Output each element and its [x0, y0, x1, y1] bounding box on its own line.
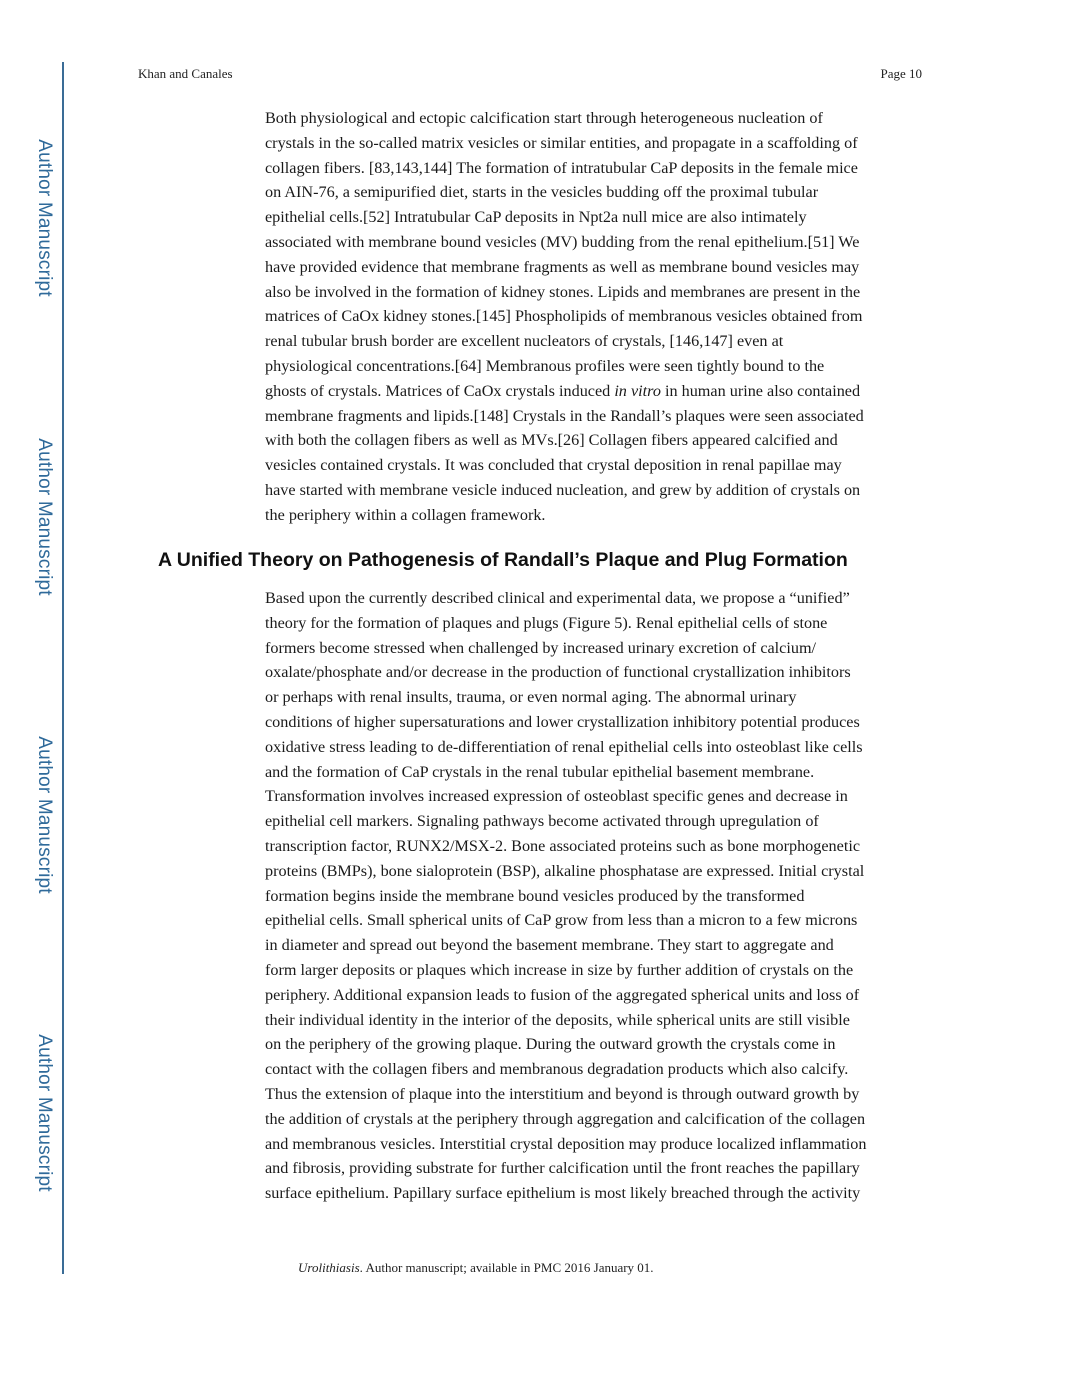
text-line: the addition of crystals at the periphery through aggregation and calcification of the collagen: [265, 1109, 866, 1128]
text-line: epithelial cells. Small spherical units of CaP grow from less than a micron to a few microns: [265, 911, 858, 930]
text-line: vesicles contained crystals. It was concluded that crystal deposition in renal papillae may: [265, 456, 842, 475]
text-line: in diameter and spread out beyond the basement membrane. They start to aggregate and: [265, 936, 834, 955]
in-vitro-italic: in vitro: [614, 381, 661, 400]
page-footer: [298, 1260, 654, 1276]
text-line: oxidative stress leading to de-differentiation of renal epithelial cells into osteoblast like cells: [265, 737, 863, 756]
section-heading: A Unified Theory on Pathogenesis of Randall’s Plaque and Plug Formation: [158, 549, 848, 571]
text-line: surface epithelium. Papillary surface epithelium is most likely breached through the activity: [265, 1184, 861, 1203]
text-line: Transformation involves increased expression of osteoblast specific genes and decrease in: [265, 787, 848, 806]
text-line: transcription factor, RUNX2/MSX-2. Bone associated proteins such as bone morphogenetic: [265, 836, 861, 855]
text-line: membrane fragments and lipids.[148] Crystals in the Randall’s plaques were seen associated: [265, 406, 864, 425]
text-line: or perhaps with renal insults, trauma, or even normal aging. The abnormal urinary: [265, 688, 797, 707]
text-line: associated with membrane bound vesicles (MV) budding from the renal epithelium.[51] We: [265, 232, 860, 251]
text-line: [265, 379, 925, 404]
text-line: also be involved in the formation of kidney stones. Lipids and membranes are present in the: [265, 282, 861, 301]
text-line: theory for the formation of plaques and plugs (Figure 5). Renal epithelial cells of stone: [265, 613, 828, 632]
text-line: have started with membrane vesicle induced nucleation, and grew by addition of crystals on: [265, 480, 861, 499]
text-line: formation begins inside the membrane bound vesicles produced by the transformed: [265, 886, 805, 905]
text-line: crystals in the so-called matrix vesicles or similar entities, and propagate in a scaffolding of: [265, 133, 858, 152]
text-line: on the periphery of the growing plaque. During the outward growth the crystals come in: [265, 1035, 836, 1054]
text-line: have provided evidence that membrane fragments as well as membrane bound vesicles may: [265, 257, 860, 276]
margin-rule: [62, 62, 64, 1274]
running-head-page-number: Page 10: [880, 66, 922, 81]
body-paragraph-2: [265, 586, 925, 1206]
text-line: collagen fibers. [83,143,144] The formation of intratubular CaP deposits in the female mice: [265, 158, 858, 177]
body-paragraph-1: [265, 106, 925, 528]
text-line: proteins (BMPs), bone sialoprotein (BSP), alkaline phosphatase are expressed. Initial crystal: [265, 861, 865, 880]
text-line: formers become stressed when challenged by increased urinary excretion of calcium/: [265, 638, 817, 657]
text-segment: ghosts of crystals. Matrices of CaOx crystals induced: [265, 381, 615, 400]
text-line: with both the collagen fibers as well as MVs.[26] Collagen fibers appeared calcified and: [265, 431, 838, 450]
text-line: conditions of higher supersaturations and lower crystallization inhibitory potential produces: [265, 712, 860, 731]
text-line: Based upon the currently described clinical and experimental data, we propose a “unified”: [265, 589, 850, 607]
text-line: and the formation of CaP crystals in the renal tubular epithelial basement membrane.: [265, 762, 815, 781]
text-line: Thus the extension of plaque into the interstitium and beyond is through outward growth by: [265, 1084, 860, 1103]
text-line: periphery. Additional expansion leads to fusion of the aggregated spherical units and loss of: [265, 985, 860, 1004]
text-line: Both physiological and ectopic calcification start through heterogeneous nucleation of: [265, 109, 823, 127]
text-line: the periphery within a collagen framework.: [265, 505, 546, 524]
text-line: physiological concentrations.[64] Membranous profiles were seen tightly bound to the: [265, 356, 825, 375]
footer-journal: Urolithiasis: [298, 1260, 360, 1275]
text-line: contact with the collagen fibers and membranous degradation products which also calcify.: [265, 1060, 849, 1079]
text-line: renal tubular brush border are excellent nucleators of crystals, [146,147] even at: [265, 332, 784, 351]
text-line: epithelial cells.[52] Intratubular CaP deposits in Npt2a null mice are also intimately: [265, 208, 807, 227]
text-line: form larger deposits or plaques which increase in size by further addition of crystals on the: [265, 960, 854, 979]
text-line: their individual identity in the interior of the deposits, while spherical units are still visible: [265, 1010, 850, 1029]
text-line: and fibrosis, providing substrate for further calcification until the front reaches the papillary: [265, 1159, 860, 1178]
text-line: oxalate/phosphate and/or decrease in the production of functional crystallization inhibitors: [265, 663, 851, 682]
text-line: epithelial cell markers. Signaling pathways become activated through upregulation of: [265, 812, 819, 831]
text-line: and membranous vesicles. Interstitial crystal deposition may produce localized inflammation: [265, 1134, 867, 1153]
running-head-authors: Khan and Canales: [138, 66, 233, 81]
text-line: on AIN-76, a semipurified diet, starts in the vesicles budding off the proximal tubular: [265, 183, 819, 202]
text-line: matrices of CaOx kidney stones.[145] Phospholipids of membranous vesicles obtained from: [265, 307, 863, 326]
text-segment: in human urine also contained: [660, 381, 861, 400]
footer-availability: . Author manuscript; available in PMC 2016 January 01.: [359, 1260, 654, 1275]
